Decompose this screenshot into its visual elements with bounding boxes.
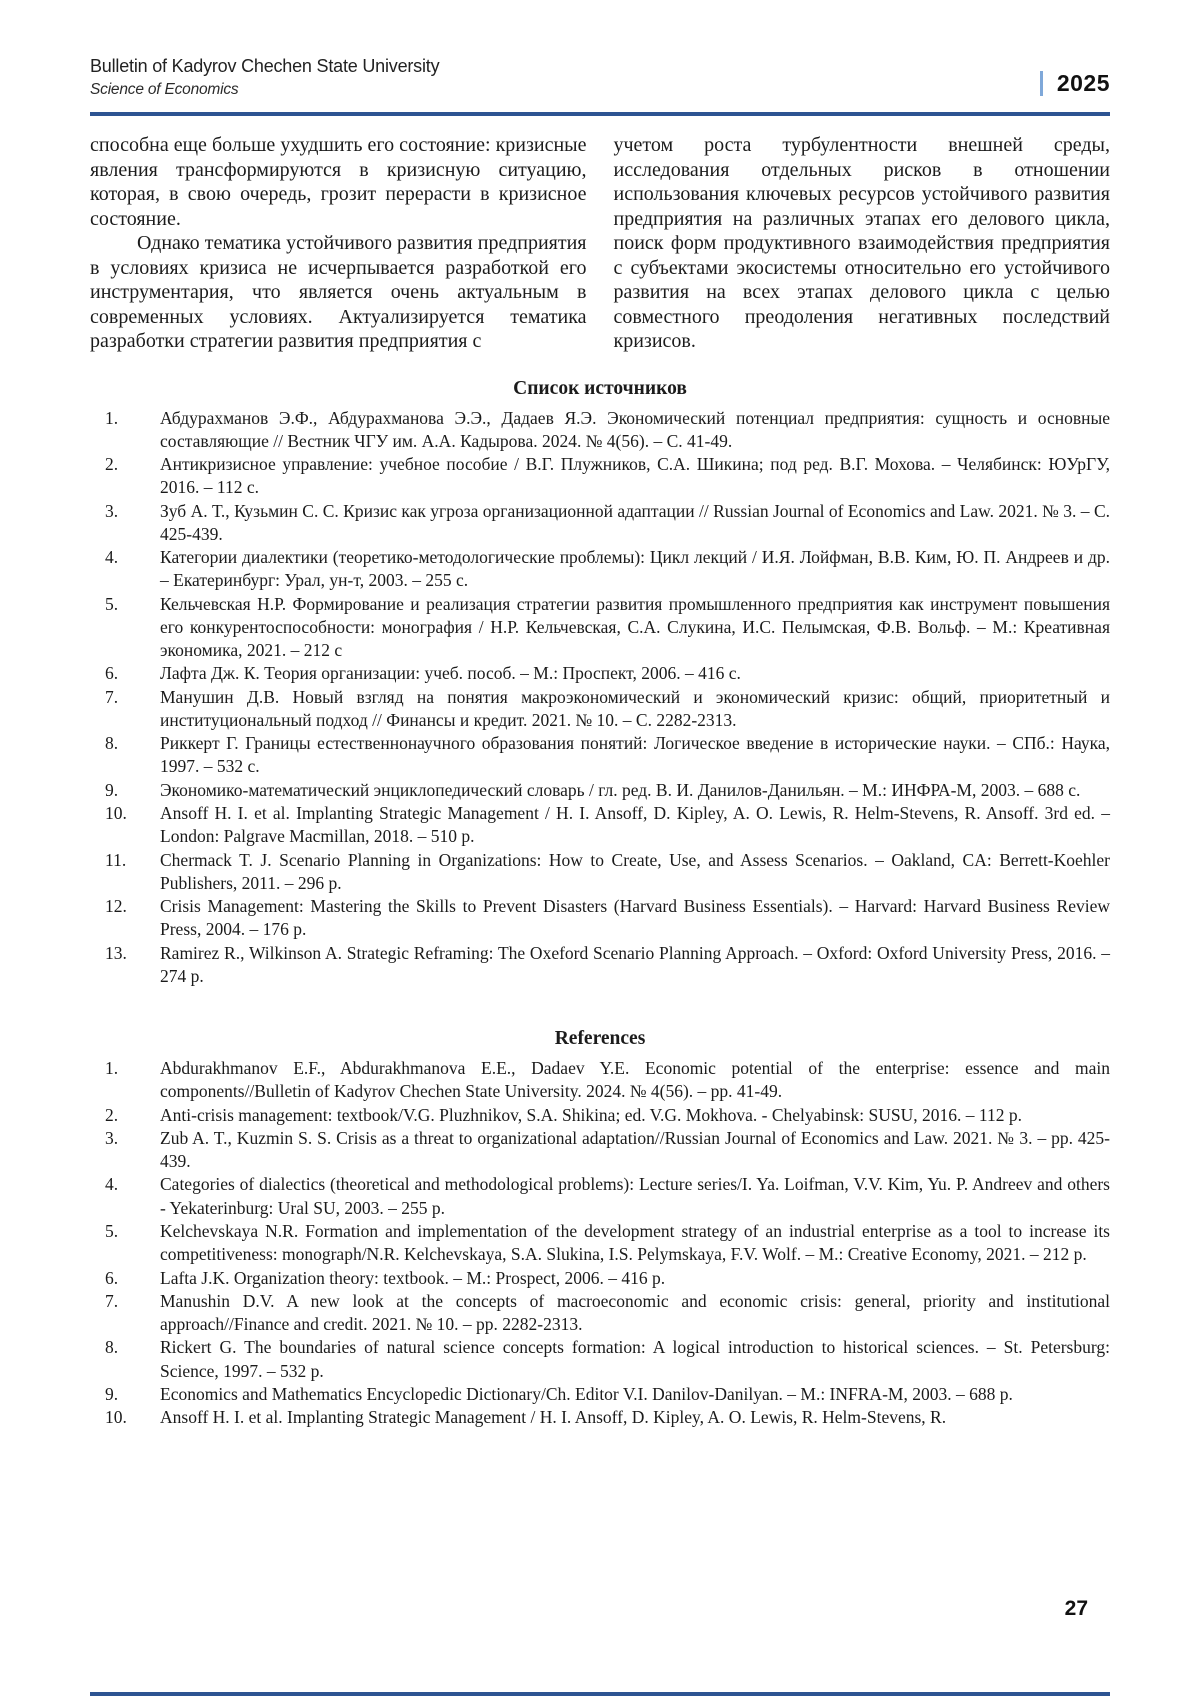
source-item (90, 453, 1110, 500)
source-text: Абдурахманов Э.Ф., Абдурахманова Э.Э., Дадаев Я.Э. Экономический потенциал предприятия: сущность и основные составляющие // Вестник ЧГУ им. А.А. Кадырова. 2024. № 4(56). – С. 41-49. (160, 407, 1110, 451)
source-text: Ansoff H. I. et al. Implanting Strategic Management / H. I. Ansoff, D. Kipley, A. O. Lewis, R. Helm-Stevens, R. Ansoff. 3rd ed. – London: Palgrave Macmillan, 2018. – 510 p. (160, 803, 1110, 847)
reference-text: Abdurakhmanov E.F., Abdurakhmanova E.E., Dadaev Y.E. Economic potential of the enterprise: essence and main components//Bulletin of Kadyrov Chechen State University. 2024. № 4(56). – pp. 41-49. (160, 1058, 1110, 1102)
reference-number: 4. (105, 1174, 119, 1195)
source-item (90, 407, 1110, 454)
reference-item (90, 1104, 1110, 1127)
page-number: 27 (1064, 1597, 1088, 1620)
reference-text: Kelchevskaya N.R. Formation and implementation of the development strategy of an industrial enterprise as a tool to increase its competitiveness: monograph/N.R. Kelchevskaya, S.A. Slukina, I.S. Pelymskaya, F.V. Wolf. – M.: Creative Economy, 2021. – 212 p. (160, 1221, 1110, 1265)
source-item (90, 593, 1110, 663)
reference-text: Rickert G. The boundaries of natural science concepts formation: A logical introduction to historical sciences. – St. Petersburg: Science, 1997. – 532 p. (160, 1337, 1110, 1381)
source-item (90, 662, 1110, 685)
footer-divider (90, 1692, 1110, 1696)
reference-item (90, 1336, 1110, 1383)
source-item (90, 686, 1110, 733)
reference-number: 2. (105, 1104, 119, 1125)
source-number: 5. (105, 593, 119, 614)
issue-year-block (1040, 70, 1110, 99)
reference-text: Anti-crisis management: textbook/V.G. Pluzhnikov, S.A. Shikina; ed. V.G. Mokhova. - Chelyabinsk: SUSU, 2016. – 112 p. (160, 1104, 1023, 1125)
source-item (90, 732, 1110, 779)
source-number: 3. (105, 500, 119, 521)
source-text: Crisis Management: Mastering the Skills to Prevent Disasters (Harvard Business Essentials). – Harvard: Harvard Business Review Press, 2004. – 176 p. (160, 896, 1110, 940)
source-number: 8. (105, 733, 119, 754)
issue-year: 2025 (1056, 70, 1110, 96)
body-paragraph: способна еще больше ухудшить его состояние: кризисные явления трансформируются в кризисную ситуацию, которая, в свою очередь, грозит перерасти в кризисное состояние. (90, 134, 587, 230)
reference-text: Categories of dialectics (theoretical and methodological problems): Lecture series/I. Ya. Loifman, V.V. Kim, Yu. P. Andreev and others - Yekaterinburg: Ural SU, 2003. – 255 p. (160, 1174, 1110, 1218)
reference-number: 3. (105, 1127, 119, 1148)
source-text: Антикризисное управление: учебное пособие / В.Г. Плужников, С.А. Шикина; под ред. В.Г. Мохова. – Челябинск: ЮУрГУ, 2016. – 112 с. (160, 454, 1110, 498)
reference-number: 7. (105, 1290, 119, 1311)
reference-item (90, 1383, 1110, 1406)
reference-number: 9. (105, 1383, 119, 1404)
source-text: Ramirez R., Wilkinson A. Strategic Reframing: The Oxeford Scenario Planning Approach. – Oxford: Oxford University Press, 2016. – 274 p. (160, 942, 1110, 986)
source-item (90, 895, 1110, 942)
source-text: Chermack T. J. Scenario Planning in Organizations: How to Create, Use, and Assess Scenarios. – Oakland, CA: Berrett-Koehler Publishers, 2011. – 296 p. (160, 849, 1110, 893)
source-item (90, 546, 1110, 593)
source-number: 4. (105, 547, 119, 568)
sources-heading: Список источников (513, 377, 687, 399)
header-divider (90, 112, 1110, 116)
source-text: Манушин Д.В. Новый взгляд на понятия макроэкономический и экономический кризис: общий, приоритетный и институциональный подход // Финансы и кредит. 2021. № 10. – С. 2282-2313. (160, 686, 1110, 730)
reference-number: 6. (105, 1267, 119, 1288)
sources-list (90, 407, 1110, 989)
source-text: Зуб А. Т., Кузьмин С. С. Кризис как угроза организационной адаптации // Russian Journal of Economics and Law. 2021. № 3. – С. 425-439. (160, 500, 1110, 544)
right-column (614, 133, 1111, 354)
reference-item (90, 1173, 1110, 1220)
page-header (90, 0, 1110, 99)
reference-number: 5. (105, 1221, 119, 1241)
reference-item (90, 1220, 1110, 1267)
year-accent-bar (1040, 71, 1043, 96)
source-text: Категории диалектики (теоретико-методологические проблемы): Цикл лекций / И.Я. Лойфман, В.В. Ким, Ю. П. Андреев и др. – Екатеринбург: Урал, ун-т, 2003. – 255 с. (160, 547, 1110, 591)
reference-item (90, 1127, 1110, 1174)
reference-text: Economics and Mathematics Encyclopedic Dictionary/Ch. Editor V.I. Danilov-Danilyan. – M.: INFRA-M, 2003. – 688 p. (160, 1383, 1013, 1404)
source-item (90, 849, 1110, 896)
source-item (90, 802, 1110, 849)
source-number: 13. (105, 942, 127, 963)
reference-number: 10. (105, 1407, 127, 1428)
source-number: 10. (105, 803, 127, 824)
source-text: Экономико-математический энциклопедический словарь / гл. ред. В. И. Данилов-Данильян. – М.: ИНФРА-М, 2003. – 688 с. (160, 779, 1081, 800)
source-number: 6. (105, 663, 119, 684)
source-number: 9. (105, 779, 119, 800)
reference-item (90, 1406, 1110, 1429)
references-heading: References (554, 1028, 646, 1050)
reference-text: Lafta J.K. Organization theory: textbook. – M.: Prospect, 2006. – 416 p. (160, 1267, 666, 1288)
body-paragraph: учетом роста турбулентности внешней среды, исследования отдельных рисков в отношении использования ключевых ресурсов устойчивого развития предприятия на различных этапах его делового цикла, поиск форм продуктивного взаимодействия предприятия с субъектами экосистемы относительно его устойчивого развития на всех этапах делового цикла с целью совместного преодоления негативных последствий кризисов. (613, 134, 1110, 352)
reference-item (90, 1290, 1110, 1337)
reference-item (90, 1267, 1110, 1290)
source-number: 2. (105, 454, 119, 475)
source-item (90, 779, 1110, 802)
article-body (90, 133, 1110, 354)
source-item (90, 500, 1110, 547)
source-number: 1. (105, 407, 119, 428)
references-list (90, 1057, 1110, 1429)
reference-item (90, 1057, 1110, 1104)
source-text: Лафта Дж. К. Теория организации: учеб. пособ. – М.: Проспект, 2006. – 416 с. (160, 663, 741, 684)
reference-text: Manushin D.V. A new look at the concepts of macroeconomic and economic crisis: general, priority and institutional approach//Finance and credit. 2021. № 10. – pp. 2282-2313. (160, 1290, 1110, 1335)
source-item (90, 942, 1110, 989)
reference-text: Zub A. T., Kuzmin S. S. Crisis as a threat to organizational adaptation//Russian Journal of Economics and Law. 2021. № 3. – pp. 425-439. (160, 1127, 1110, 1172)
source-number: 11. (105, 849, 127, 870)
left-column (90, 133, 587, 354)
reference-number: 1. (105, 1058, 119, 1079)
journal-subtitle: Science of Economics (90, 81, 239, 98)
body-paragraph: Однако тематика устойчивого развития предприятия в условиях кризиса не исчерпывается разработкой его инструментария, что является очень актуальным в современных условиях. Актуализируется тематика разработки стратегии развития предприятия с (90, 232, 587, 352)
source-text: Риккерт Г. Границы естественнонаучного образования понятий: Логическое введение в исторические науки. – СПб.: Наука, 1997. – 532 с. (160, 733, 1110, 777)
journal-title: Bulletin of Kadyrov Chechen State University (90, 56, 440, 76)
journal-identity (90, 56, 439, 99)
reference-number: 8. (105, 1337, 119, 1358)
reference-text: Ansoff H. I. et al. Implanting Strategic Management / H. I. Ansoff, D. Kipley, A. O. Lewis, R. Helm-Stevens, R. (160, 1407, 947, 1428)
source-number: 7. (105, 686, 119, 707)
source-text: Кельчевская Н.Р. Формирование и реализация стратегии развития промышленного предприятия как инструмент повышения его конкурентоспособности: монография / Н.Р. Кельчевская, С.А. Слукина, И.С. Пелымская, Ф.В. Вольф. – М.: Креативная экономика, 2021. – 212 с (160, 593, 1110, 661)
source-number: 12. (105, 896, 127, 917)
